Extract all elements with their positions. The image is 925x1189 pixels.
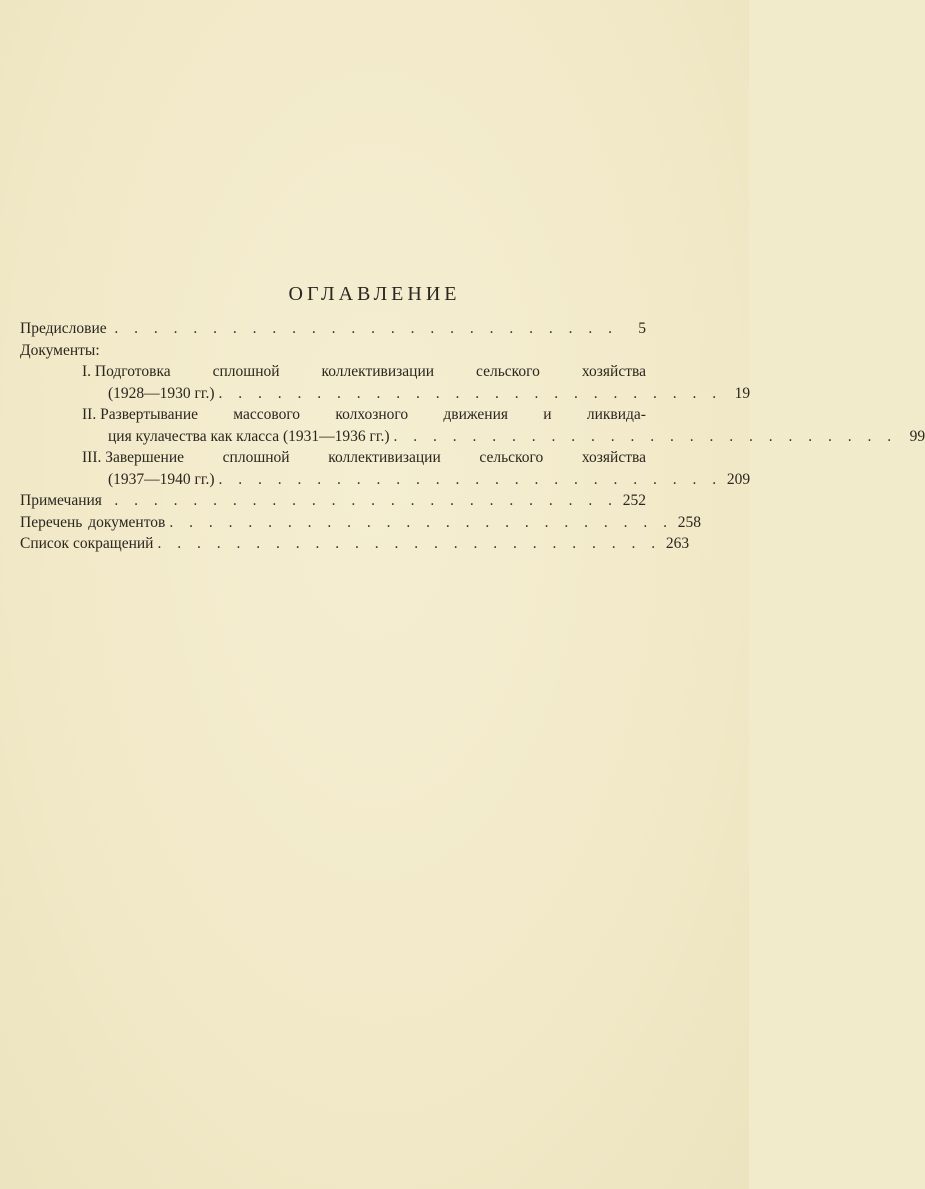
toc-entry-label: Предисловие — [20, 320, 107, 337]
toc-section-3-line1[interactable]: III. Завершение сплошной коллективизации сельского хозяйства — [82, 449, 646, 466]
toc-entry-notes[interactable] — [20, 490, 646, 512]
leader-dots: . . . . . . . . . . . . . . . . . . . . . . . . . . — [157, 535, 662, 552]
toc-entry-abbreviations[interactable] — [20, 533, 690, 555]
toc-documents-heading: Документы: — [20, 341, 100, 359]
leader-dots: . . . . . . . . . . . . . . . . . . . . . . . . . . — [393, 427, 898, 445]
toc-section-2-line2[interactable]: ция кулачества как класса (1931—1936 гг.) . . . . . . . . . . . . . . . . . . . . . . . . . . 99 — [20, 426, 646, 448]
toc-section-3-line2[interactable]: (1937—1940 гг.) . . . . . . . . . . . . . . . . . . . . . . . . . . 209 — [20, 469, 646, 491]
toc-page-number: 99 — [909, 427, 925, 445]
toc-entry-label: Примечания — [20, 492, 102, 509]
toc-page-number: 209 — [726, 470, 751, 488]
toc-section-2-line1[interactable]: II. Развертывание массового колхозного движения и ликвида- — [82, 406, 646, 423]
table-of-contents — [20, 318, 925, 555]
leader-dots: . . . . . . . . . . . . . . . . . . . . . . . . . . — [218, 470, 723, 488]
toc-entry-label: Список сокращений — [20, 535, 154, 552]
leader-dots: . . . . . . . . . . . . . . . . . . . . . . . . . . — [114, 320, 618, 337]
toc-entry-preface[interactable] — [20, 318, 646, 340]
leader-dots: . . . . . . . . . . . . . . . . . . . . . . . . . . — [218, 384, 723, 402]
toc-page-number: 263 — [665, 535, 690, 552]
toc-entry-document-list[interactable] — [20, 512, 701, 534]
toc-entry-label: Перечень документов — [20, 513, 166, 531]
toc-page-number: 5 — [638, 320, 646, 337]
toc-section-1-line2[interactable]: (1928—1930 гг.) . . . . . . . . . . . . . . . . . . . . . . . . . . 19 — [20, 383, 646, 405]
toc-page-number: 258 — [677, 513, 701, 531]
leader-dots: . . . . . . . . . . . . . . . . . . . . . . . . . . — [114, 492, 618, 509]
toc-section-1-line1[interactable]: I. Подготовка сплошной коллективизации сельского хозяйства — [82, 363, 646, 380]
page-title: ОГЛАВЛЕНИЕ — [288, 283, 461, 305]
leader-dots: . . . . . . . . . . . . . . . . . . . . . . . . . . — [169, 513, 673, 531]
toc-page-number: 19 — [734, 384, 751, 402]
toc-page-number: 252 — [622, 492, 646, 509]
